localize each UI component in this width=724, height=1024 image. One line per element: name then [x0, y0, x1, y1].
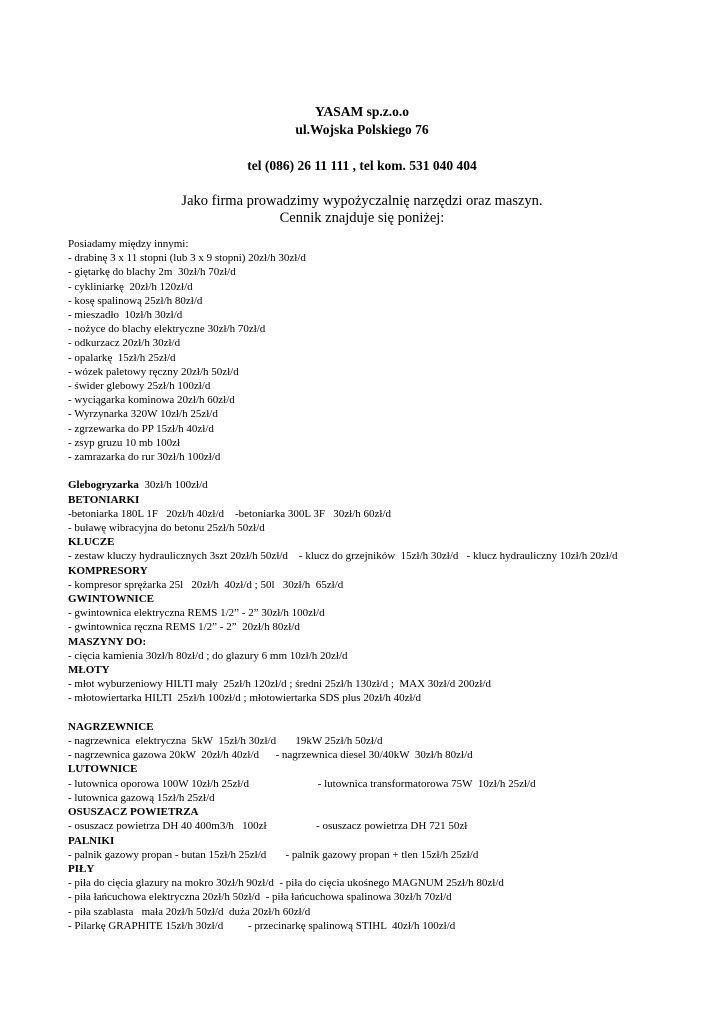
- company-address: ul.Wojska Polskiego 76: [295, 122, 429, 137]
- list-item: - wyciągarka kominowa 20zł/h 60zł/d: [68, 394, 235, 407]
- company-phone: tel (086) 26 11 111 , tel kom. 531 040 404: [247, 158, 477, 173]
- kompresory-section: [68, 564, 668, 592]
- intro-line: Jako firma prowadzimy wypożyczalnię narzędzi oraz maszyn.: [181, 193, 543, 209]
- list-item: - opalarkę 15zł/h 25zł/d: [68, 351, 176, 364]
- klucze-section: [68, 535, 668, 563]
- section-heading: PIŁY: [68, 862, 95, 875]
- section-heading: GWINTOWNICE: [68, 593, 154, 606]
- section-heading: NAGRZEWNICE: [68, 720, 154, 733]
- list-item: - młotowiertarka HILTI 25zł/h 100zł/d ; młotowiertarka SDS plus 20zł/h 40zł/d: [68, 692, 422, 705]
- price-list: [68, 237, 668, 933]
- list-item: - cięcia kamienia 30zł/h 80zł/d ; do glazury 6 mm 10zł/h 20zł/d: [68, 649, 348, 662]
- list-item: - mieszadło 10zł/h 30zł/d: [68, 309, 183, 322]
- list-item: - giętarkę do blachy 2m 30zł/h 70zł/d: [68, 266, 236, 279]
- list-item: - zsyp gruzu 10 mb 100zł: [68, 436, 181, 449]
- list-item: - zestaw kluczy hydraulicznych 3szt 20zł/h 50zł/d - klucz do grzejników 15zł/h 30zł/d - klucz hydrauliczny 10zł/h 20zł/d: [68, 550, 618, 563]
- list-item: - młot wyburzeniowy HILTI mały 25zł/h 120zł/d ; średni 25zł/h 130zł/d ; MAX 30zł/d 200zł/d: [68, 678, 492, 691]
- intro-line: Cennik znajduje się poniżej:: [279, 210, 445, 226]
- list-item: - lutownica oporowa 100W 10zł/h 25zł/d - lutownica transformatorowa 75W 10zł/h 25zł/d: [68, 777, 536, 790]
- list-item: - kosę spalinową 25zł/h 80zł/d: [68, 294, 203, 307]
- section-heading: OSUSZACZ POWIETRZA: [68, 806, 199, 819]
- document-header: [0, 103, 724, 227]
- list-item: - drabinę 3 x 11 stopni (lub 3 x 9 stopni) 20zł/h 30zł/d: [68, 252, 306, 265]
- list-item: - świder glebowy 25zł/h 100zł/d: [68, 380, 211, 393]
- section-heading: LUTOWNICE: [68, 763, 138, 776]
- company-name: YASAM sp.z.o.o: [314, 104, 409, 119]
- section-heading: MŁOTY: [68, 664, 110, 677]
- mloty-section: [68, 663, 668, 706]
- list-item: - palnik gazowy propan - butan 15zł/h 25zł/d - palnik gazowy propan + tlen 15zł/h 25zł/d: [68, 848, 479, 861]
- list-item: - nagrzewnica elektryczna 5kW 15zł/h 30zł/d 19kW 25zł/h 50zł/d: [68, 735, 383, 748]
- pily-section: [68, 862, 668, 933]
- spacer: [68, 706, 668, 720]
- glebogryzarka-price: 30zł/h 100zł/d: [138, 479, 208, 492]
- palniki-section: [68, 834, 668, 862]
- list-item: - zamrazarka do rur 30zł/h 100zł/d: [68, 451, 221, 464]
- osuszacz-section: [68, 805, 668, 833]
- list-item: - piła szablasta mała 20zł/h 50zł/d duża 20zł/h 60zł/d: [68, 905, 311, 918]
- list-item: - cykliniarkę 20zł/h 120zł/d: [68, 280, 193, 293]
- list-item: - Pilarkę GRAPHITE 15zł/h 30zł/d - przecinarkę spalinową STIHL 40zł/h 100zł/d: [68, 919, 456, 932]
- list-item: - wózek paletowy ręczny 20zł/h 50zł/d: [68, 365, 239, 378]
- list-item: - gwintownica elektryczna REMS 1/2” - 2” 30zł/h 100zł/d: [68, 607, 325, 620]
- spacer: [68, 464, 668, 478]
- section-heading: MASZYNY DO:: [68, 635, 147, 648]
- list-item: - gwintownica ręczna REMS 1/2” - 2” 20zł/h 80zł/d: [68, 621, 300, 634]
- general-intro: Posiadamy między innymi:: [68, 238, 189, 250]
- list-item: - osuszacz powietrza DH 40 400m3/h 100zł - osuszacz powietrza DH 721 50zł: [68, 820, 468, 833]
- betoniarki-section: [68, 493, 668, 536]
- list-item: - odkurzacz 20zł/h 30zł/d: [68, 337, 181, 350]
- section-heading: PALNIKI: [68, 834, 115, 847]
- list-item: - piła łańcuchowa elektryczna 20zł/h 50zł/d - piła łańcuchowa spalinowa 30zł/h 70zł/d: [68, 891, 452, 904]
- intro-text: [0, 193, 724, 227]
- general-section: [68, 237, 668, 464]
- section-heading: KOMPRESORY: [68, 564, 148, 577]
- list-item: - lutownica gazową 15zł/h 25zł/d: [68, 791, 215, 804]
- list-item: - Wyrzynarka 320W 10zł/h 25zł/d: [68, 408, 218, 421]
- maszyny-section: [68, 635, 668, 663]
- list-item: - piła do cięcia glazury na mokro 30zł/h 90zł/d - piła do cięcia ukośnego MAGNUM 25zł/h 80zł/d: [68, 877, 504, 890]
- nagrzewnice-section: [68, 720, 668, 763]
- list-item: -betoniarka 180L 1F 20zł/h 40zł/d -betoniarka 300L 3F 30zł/h 60zł/d: [68, 507, 392, 520]
- glebogryzarka-line: [68, 478, 668, 492]
- list-item: - nożyce do blachy elektryczne 30zł/h 70zł/d: [68, 323, 266, 336]
- lutownice-section: [68, 762, 668, 805]
- section-heading: KLUCZE: [68, 536, 115, 549]
- section-heading: BETONIARKI: [68, 493, 140, 506]
- list-item: - zgrzewarka do PP 15zł/h 40zł/d: [68, 422, 214, 435]
- gwintownice-section: [68, 592, 668, 635]
- glebogryzarka-label: Glebogryzarka: [68, 479, 139, 492]
- list-item: - buławę wibracyjna do betonu 25zł/h 50zł/d: [68, 522, 265, 535]
- list-item: - kompresor sprężarka 25l 20zł/h 40zł/d ; 50l 30zł/h 65zł/d: [68, 578, 344, 591]
- list-item: - nagrzewnica gazowa 20kW 20zł/h 40zł/d - nagrzewnica diesel 30/40kW 30zł/h 80zł/d: [68, 749, 473, 762]
